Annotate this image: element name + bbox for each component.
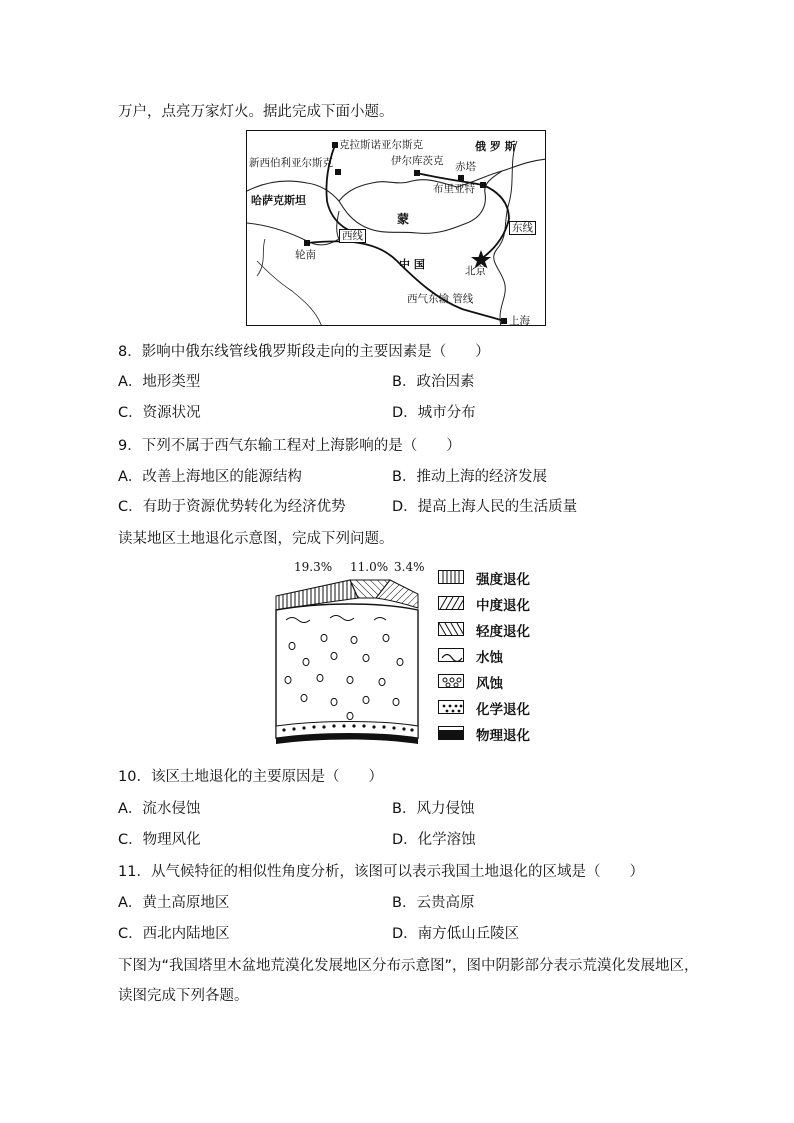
legend-light-swatch — [438, 622, 464, 636]
q11-option-c: C．西北内陆地区 — [118, 926, 230, 942]
q9-option-b: B．推动上海的经济发展 — [392, 469, 547, 485]
label-irkutsk: 伊尔库茨克 — [391, 155, 444, 167]
intro-text: 万户，点亮万家灯火。据此完成下面小题。 — [118, 104, 394, 120]
closing-text-2: 读图完成下列各题。 — [118, 988, 249, 1004]
legend-severe-swatch — [438, 570, 464, 584]
legend-severe-label: 强度退化 — [476, 572, 530, 588]
pipeline-map — [246, 130, 546, 326]
label-krasnoyarsk: 克拉斯诺亚尔斯克 — [339, 139, 423, 151]
q11-option-d: D．南方低山丘陵区 — [392, 926, 520, 942]
legend-wind-label: 风蚀 — [476, 676, 503, 692]
q9-option-a: A．改善上海地区的能源结构 — [118, 469, 302, 485]
q8-option-b: B．政治因素 — [392, 374, 475, 390]
q11-stem: 11．从气候特征的相似性角度分析，该图可以表示我国土地退化的区域是（ ） — [118, 864, 644, 880]
closing-text-1: 下图为“我国塔里木盆地荒漠化发展地区分布示意图”，图中阴影部分表示荒漠化发展地区， — [118, 958, 699, 974]
label-kazakhstan: 哈萨克斯坦 — [251, 194, 306, 207]
label-west-line: 西线 — [339, 229, 366, 243]
pct-light: 3.4% — [394, 560, 425, 574]
q8-option-d: D．城市分布 — [392, 405, 476, 421]
label-shanghai: 上海 — [509, 315, 530, 326]
q10-option-c: C．物理风化 — [118, 832, 201, 848]
label-east-line: 东线 — [509, 221, 536, 235]
q8-option-a: A．地形类型 — [118, 374, 201, 390]
label-pipeline: 西气东输 管线 — [407, 293, 474, 305]
pct-severe: 19.3% — [294, 560, 333, 574]
legend-chemical-swatch — [438, 700, 464, 714]
q9-option-d: D．提高上海人民的生活质量 — [392, 499, 578, 515]
label-beijing: 北京 — [465, 265, 486, 277]
q11-option-a: A．黄土高原地区 — [118, 895, 230, 911]
label-mongolia: 蒙 — [397, 212, 410, 226]
q11-option-b: B．云贵高原 — [392, 895, 475, 911]
legend-chemical-label: 化学退化 — [476, 702, 530, 718]
q10-option-d: D．化学溶蚀 — [392, 832, 476, 848]
degradation-block — [270, 558, 430, 754]
label-chita: 赤塔 — [455, 161, 476, 173]
legend-moderate-swatch — [438, 596, 464, 610]
q8-option-c: C．资源状况 — [118, 405, 201, 421]
q9-option-c: C．有助于资源优势转化为经济优势 — [118, 499, 346, 515]
land-degradation-figure — [270, 558, 560, 754]
legend-light-label: 轻度退化 — [476, 624, 530, 640]
read-instruction: 读某地区土地退化示意图，完成下列问题。 — [118, 531, 394, 547]
label-novosibirsk: 新西伯利亚尔斯克 — [249, 157, 333, 169]
legend-physical-swatch — [438, 726, 464, 740]
label-china: 中 国 — [399, 258, 425, 271]
legend-water-swatch — [438, 648, 464, 662]
legend-physical-label: 物理退化 — [476, 728, 530, 744]
q9-stem: 9．下列不属于西气东输工程对上海影响的是（ ） — [118, 438, 461, 454]
pct-moderate: 11.0% — [350, 560, 389, 574]
legend-wind-swatch — [438, 674, 464, 688]
q10-option-a: A．流水侵蚀 — [118, 801, 201, 817]
legend-water-label: 水蚀 — [476, 650, 503, 666]
q10-stem: 10．该区土地退化的主要原因是（ ） — [118, 769, 383, 785]
q10-option-b: B．风力侵蚀 — [392, 801, 475, 817]
legend-moderate-label: 中度退化 — [476, 598, 530, 614]
q8-stem: 8．影响中俄东线管线俄罗斯段走向的主要因素是（ ） — [118, 344, 490, 360]
label-russia: 俄 罗 斯 — [475, 140, 516, 153]
label-luntai: 轮南 — [295, 249, 316, 261]
label-buryatia: 布里亚特 — [433, 183, 475, 195]
